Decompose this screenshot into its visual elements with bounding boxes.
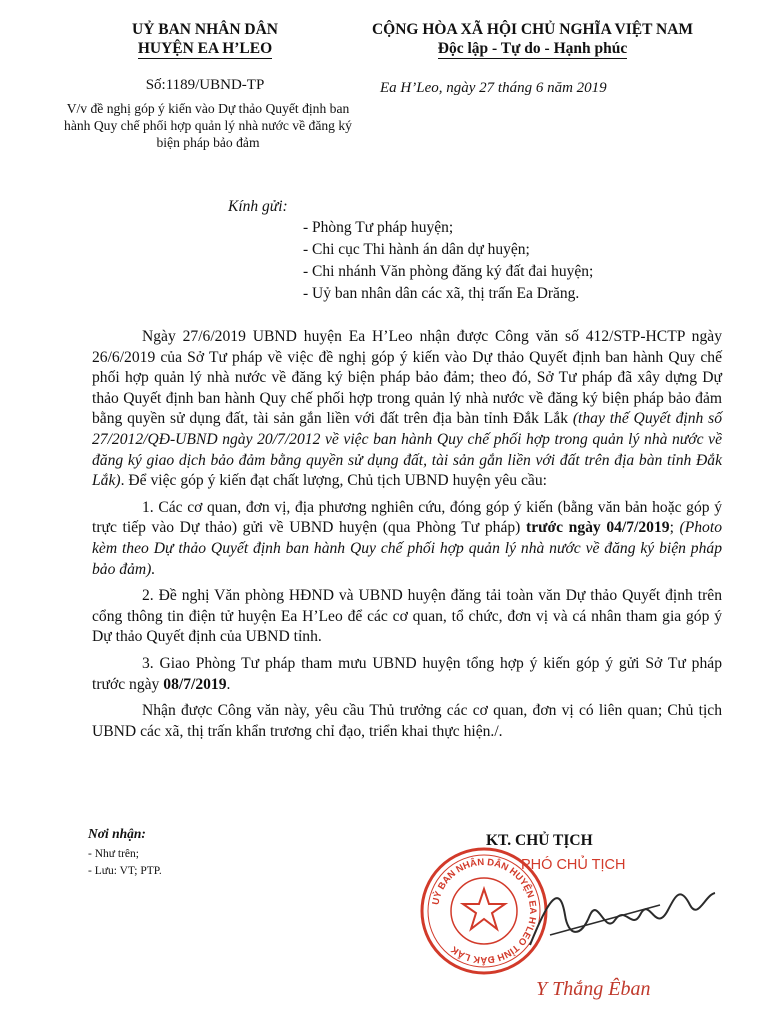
cc-item: - Lưu: VT; PTP. [88, 865, 162, 877]
letter-body [92, 327, 722, 748]
recipient-item: - Phòng Tư pháp huyện; [303, 219, 454, 236]
paragraph-closing: Nhận được Công văn này, yêu cầu Thủ trưởng các cơ quan, đơn vị có liên quan; Chủ tịch UBND các xã, thị trấn khẩn trương chỉ đạo, triển khai thực hiện./. [92, 702, 722, 740]
document-subject: V/v đề nghị góp ý kiến vào Dự thảo Quyết định ban hành Quy chế phối hợp quản lý nhà nước về đăng ký biện pháp bảo đảm [64, 101, 352, 150]
recipient-item: - Chi nhánh Văn phòng đăng ký đất đai huyện; [303, 263, 594, 280]
paragraph-item-1: 1. Các cơ quan, đơn vị, địa phương nghiên cứu, đóng góp ý kiến (bằng văn bản hoặc góp ý trực tiếp vào Dự thảo) gửi về UBND huyện (qua Phòng Tư pháp) trước ngày 04/7/2019; (Photo kèm theo Dự thảo Quyết định ban hành Quy chế phối hợp quản lý nhà nước về đăng ký biện pháp bảo đảm). [92, 498, 722, 578]
authority-line1: UỶ BAN NHÂN DÂN [132, 21, 278, 38]
handwritten-signature-icon [520, 875, 720, 965]
paragraph-item-2: 2. Đề nghị Văn phòng HĐND và UBND huyện đăng tải toàn văn Dự thảo Quyết định trên cổng thông tin điện tử huyện Ea H’Leo để các cơ quan, tổ chức, đơn vị và cá nhân tham gia góp ý Dự thảo Quyết định của UBND tỉnh. [92, 587, 722, 646]
recipient-item: - Chi cục Thi hành án dân dự huyện; [303, 241, 530, 258]
signature-subtitle: PHÓ CHỦ TỊCH [521, 857, 626, 873]
nation-title: CỘNG HÒA XÃ HỘI CHỦ NGHĨA VIỆT NAM [371, 21, 694, 38]
recipient-list [303, 217, 593, 305]
signature-title: KT. CHỦ TỊCH [486, 832, 593, 849]
authority-line2: HUYỆN EA H’LEO [137, 40, 273, 57]
signer-name: Y Thắng Êban [536, 978, 651, 1000]
cc-item: - Như trên; [88, 848, 139, 860]
issuing-authority [75, 20, 335, 59]
paragraph-item-3: 3. Giao Phòng Tư pháp tham mưu UBND huyện tổng hợp ý kiến góp ý gửi Sở Tư pháp trước ngày 08/7/2019. [92, 654, 722, 693]
recipients-label: Nơi nhận: [88, 826, 146, 841]
date-line: Ea H’Leo, ngày 27 tháng 6 năm 2019 [380, 80, 607, 96]
cc-list [88, 846, 162, 880]
addressee-label: Kính gửi: [228, 198, 288, 215]
paragraph-intro: Ngày 27/6/2019 UBND huyện Ea H’Leo nhận được Công văn số 412/STP-HCTP ngày 26/6/2019 của Sở Tư pháp về việc đề nghị góp ý kiến vào Dự thảo Quyết định ban hành Quy chế phối hợp quản lý nhà nước về đăng ký biện pháp bảo đảm; theo đó, Sở Tư pháp đã xây dựng Dự thảo Quyết định ban hành Quy chế phối hợp trong quản lý nhà nước về đăng ký biện pháp bảo đảm bằng quyền sử dụng đất, tài sản gắn liền với đất trên địa bàn tỉnh Đắk Lắk (thay thế Quyết định số 27/2012/QĐ-UBND ngày 20/7/2012 về việc ban hành Quy chế phối hợp trong quản lý nhà nước về đăng ký giao dịch bảo đảm bằng quyền sử dụng đất, tài sản gắn liền với đất trên địa bàn tỉnh Đắk Lắk). Để việc góp ý kiến đạt chất lượng, Chủ tịch UBND huyện yêu cầu: [92, 328, 722, 490]
document-number: Số:1189/UBND-TP [145, 77, 265, 93]
national-heading [310, 20, 755, 59]
recipient-item: - Uỷ ban nhân dân các xã, thị trấn Ea Drăng. [303, 285, 580, 302]
nation-motto: Độc lập - Tự do - Hạnh phúc [437, 40, 628, 57]
seal-text: UỶ BAN NHÂN DÂN HUYỆN EA H’LEO TỈNH ĐẮK LẮK [430, 856, 539, 966]
